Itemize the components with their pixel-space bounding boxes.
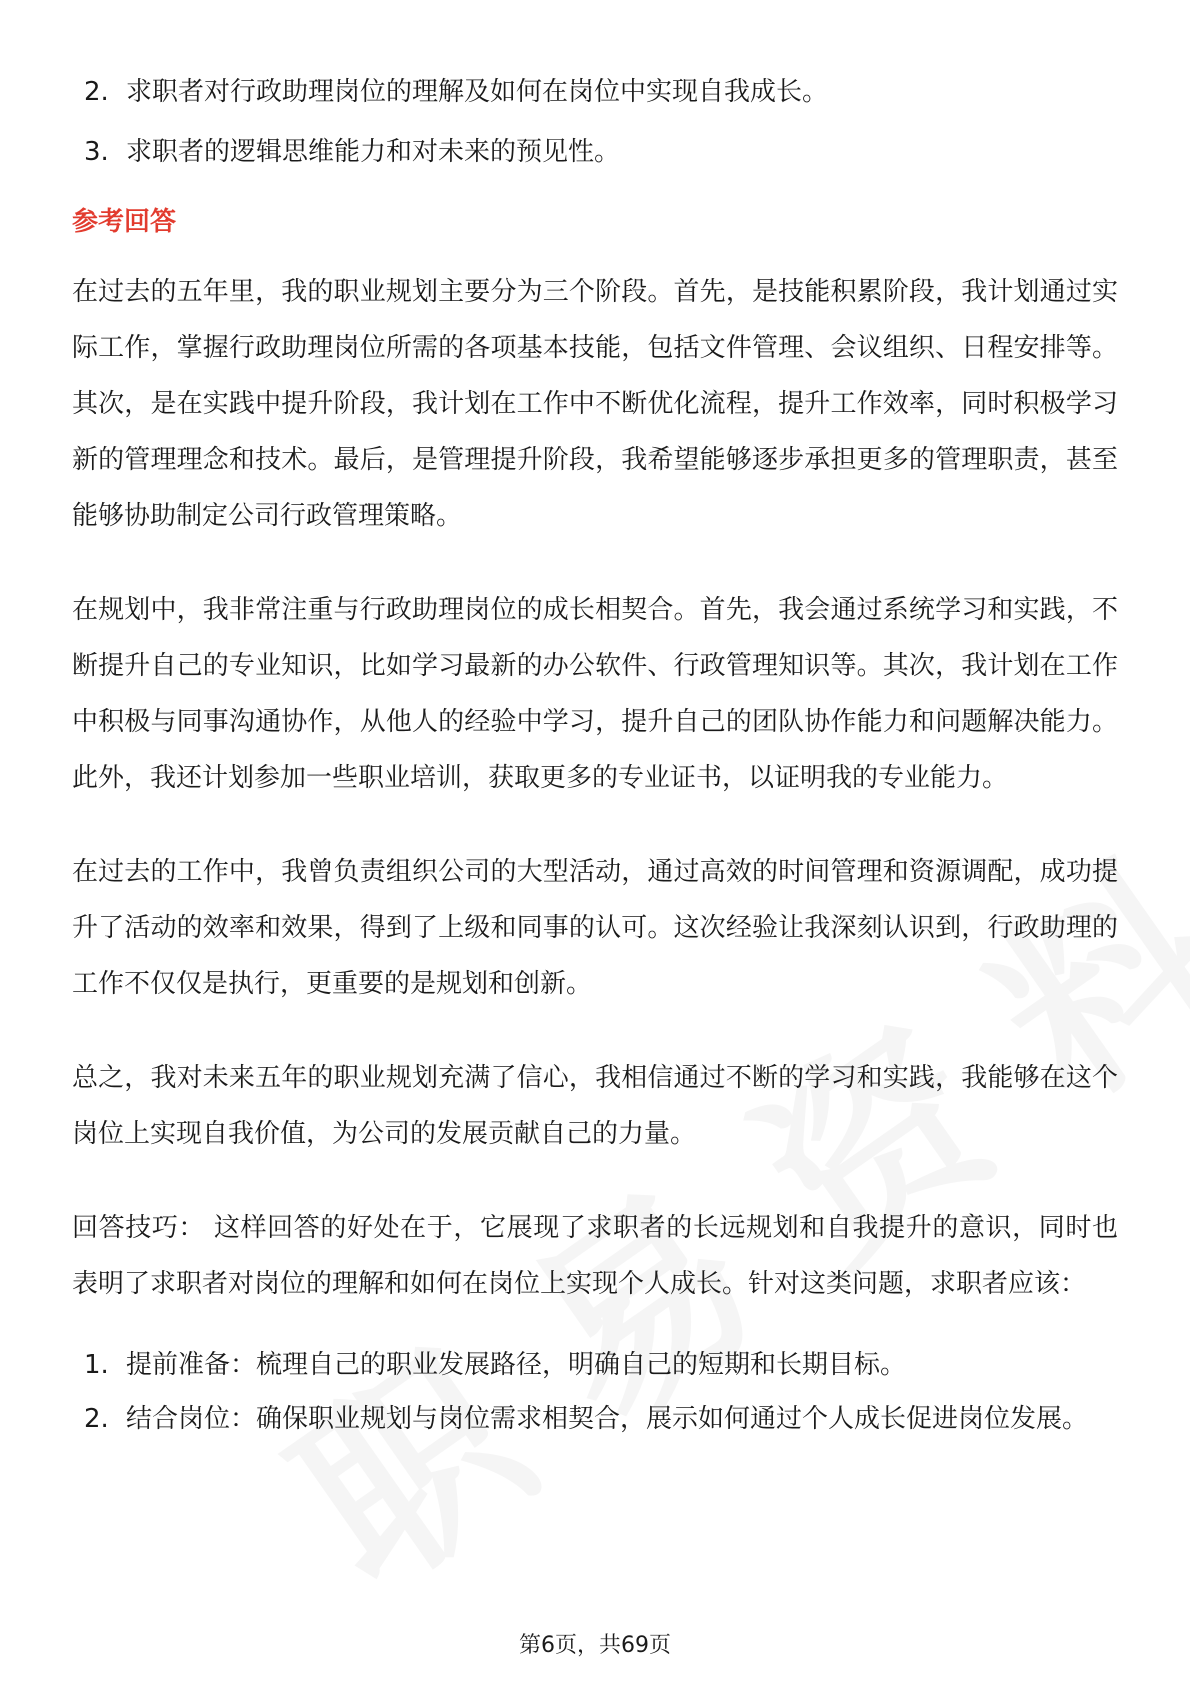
- list-item-number: 1.: [84, 1350, 109, 1380]
- list-item: [72, 122, 1118, 182]
- list-item-text: 求职者对行政助理岗位的理解及如何在岗位中实现自我成长。: [126, 77, 829, 107]
- list-item-text: 求职者的逻辑思维能力和对未来的预见性。: [126, 137, 621, 167]
- paragraph: 在过去的工作中，我曾负责组织公司的大型活动，通过高效的时间管理和资源调配，成功提升了活动的效率和效果，得到了上级和同事的认可。这次经验让我深刻认识到，行政助理的工作不仅仅是执行，更重要的是规划和创新。: [72, 857, 1118, 999]
- bottom-numbered-list: [72, 1338, 1118, 1446]
- tips-paragraph: 回答技巧： 这样回答的好处在于，它展现了求职者的长远规划和自我提升的意识，同时也表明了求职者对岗位的理解和如何在岗位上实现个人成长。针对这类问题，求职者应该：: [72, 1213, 1118, 1299]
- top-numbered-list: [72, 62, 1118, 182]
- document-page: [72, 62, 1118, 1446]
- list-item-text: 结合岗位：确保职业规划与岗位需求相契合，展示如何通过个人成长促进岗位发展。: [126, 1404, 1089, 1434]
- list-item-number: 3.: [84, 137, 109, 167]
- list-item-number: 2.: [84, 1404, 109, 1434]
- paragraph: 总之，我对未来五年的职业规划充满了信心，我相信通过不断的学习和实践，我能够在这个岗位上实现自我价值，为公司的发展贡献自己的力量。: [72, 1063, 1118, 1149]
- paragraph: 在过去的五年里，我的职业规划主要分为三个阶段。首先，是技能积累阶段，我计划通过实际工作，掌握行政助理岗位所需的各项基本技能，包括文件管理、会议组织、日程安排等。其次，是在实践中提升阶段，我计划在工作中不断优化流程，提升工作效率，同时积极学习新的管理理念和技术。最后，是管理提升阶段，我希望能够逐步承担更多的管理职责，甚至能够协助制定公司行政管理策略。: [72, 277, 1118, 531]
- list-item: [72, 1338, 1118, 1392]
- section-heading: 参考回答: [72, 207, 177, 237]
- list-item: [72, 62, 1118, 122]
- page-footer: 第6页，共69页: [519, 1633, 671, 1658]
- list-item-text: 提前准备：梳理自己的职业发展路径，明确自己的短期和长期目标。: [126, 1350, 907, 1380]
- list-item: [72, 1392, 1118, 1446]
- paragraph: 在规划中，我非常注重与行政助理岗位的成长相契合。首先，我会通过系统学习和实践，不断提升自己的专业知识，比如学习最新的办公软件、行政管理知识等。其次，我计划在工作中积极与同事沟通协作，从他人的经验中学习，提升自己的团队协作能力和问题解决能力。此外，我还计划参加一些职业培训，获取更多的专业证书，以证明我的专业能力。: [72, 595, 1118, 793]
- list-item-number: 2.: [84, 77, 109, 107]
